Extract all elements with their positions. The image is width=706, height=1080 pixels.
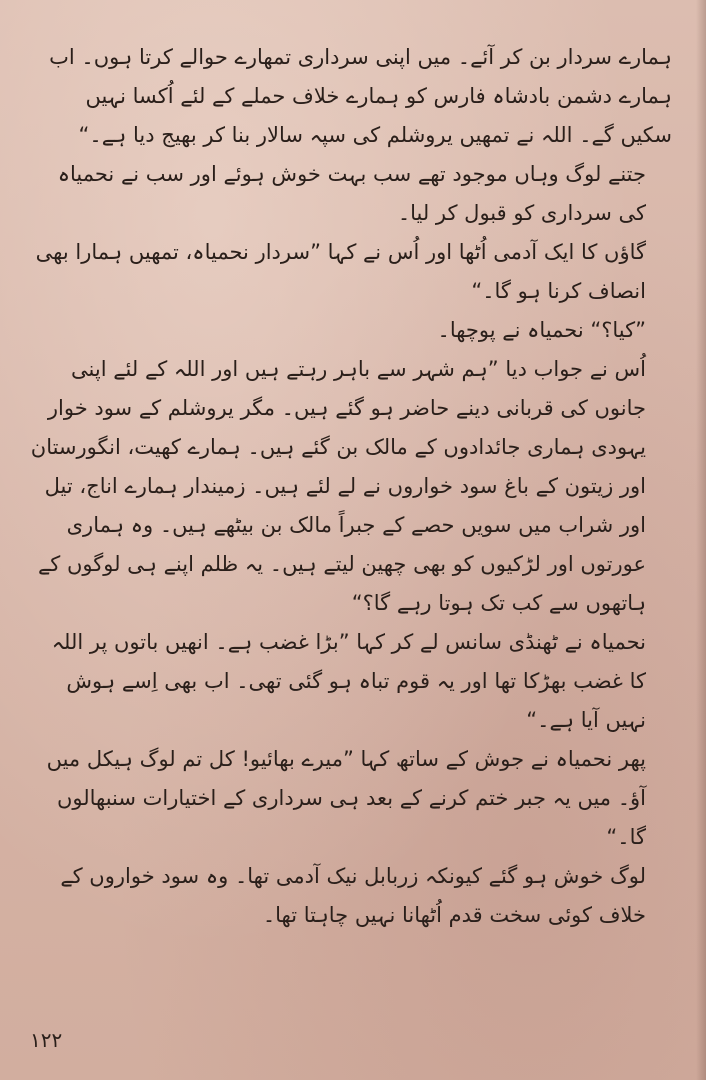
paragraph-8: لوگ خوش ہو گئے کیونکہ زربابل نیک آدمی تھا۔ وہ سود خواروں کے خلاف کوئی سخت قدم اُٹھانا نہیں چاہتا تھا۔ [60, 864, 646, 927]
paragraph-6: نحمیاہ نے ٹھنڈی سانس لے کر کہا ”بڑا غضب ہے۔ انھیں باتوں پر اللہ کا غضب بھڑکا تھا اور یہ قوم تباہ ہو گئی تھی۔ اب بھی اِسے ہوش نہیں آیا ہے۔“ [51, 630, 646, 732]
page-text [30, 38, 672, 935]
page-edge-shadow [696, 0, 706, 1080]
paragraph-5: اُس نے جواب دیا ”ہم شہر سے باہر رہتے ہیں اور اللہ کے لئے اپنی جانوں کی قربانی دینے حاضر ہو گئے ہیں۔ مگر یروشلم کے سود خوار یہودی ہماری جائدادوں کے مالک بن گئے ہیں۔ ہمارے کھیت، انگورستان اور زیتون کے باغ سود خواروں نے لے لئے ہیں۔ زمیندار ہمارے اناج، تیل اور شراب میں سویں حصے کے جبراً مالک بن بیٹھے ہیں۔ وہ ہماری عورتوں اور لڑکیوں کو بھی چھین لیتے ہیں۔ یہ ظلم اپنے ہی لوگوں کے ہاتھوں سے کب تک ہوتا رہے گا؟“ [30, 357, 646, 615]
paragraph-1: ہمارے سردار بن کر آئے۔ میں اپنی سرداری تمھارے حوالے کرتا ہوں۔ اب ہمارے دشمن بادشاہ فارس کو ہمارے خلاف حملے کے لئے اُکسا نہیں سکیں گے۔ اللہ نے تمھیں یروشلم کی سپہ سالار بنا کر بھیج دیا ہے۔“ [49, 45, 672, 147]
paragraph-4: ”کیا؟“ نحمیاہ نے پوچھا۔ [437, 318, 646, 342]
paragraph-3: گاؤں کا ایک آدمی اُٹھا اور اُس نے کہا ”سردار نحمیاہ، تمھیں ہمارا بھی انصاف کرنا ہو گا۔“ [35, 240, 646, 303]
paragraph-2: جتنے لوگ وہاں موجود تھے سب بہت خوش ہوئے اور سب نے نحمیاہ کی سرداری کو قبول کر لیا۔ [57, 162, 646, 225]
paragraph-7: پھر نحمیاہ نے جوش کے ساتھ کہا ”میرے بھائیو! کل تم لوگ ہیکل میں آؤ۔ میں یہ جبر ختم کرنے کے بعد ہی سرداری کے اختیارات سنبھالوں گا۔“ [46, 747, 646, 849]
page-number: ۱۲۲ [30, 1028, 63, 1052]
